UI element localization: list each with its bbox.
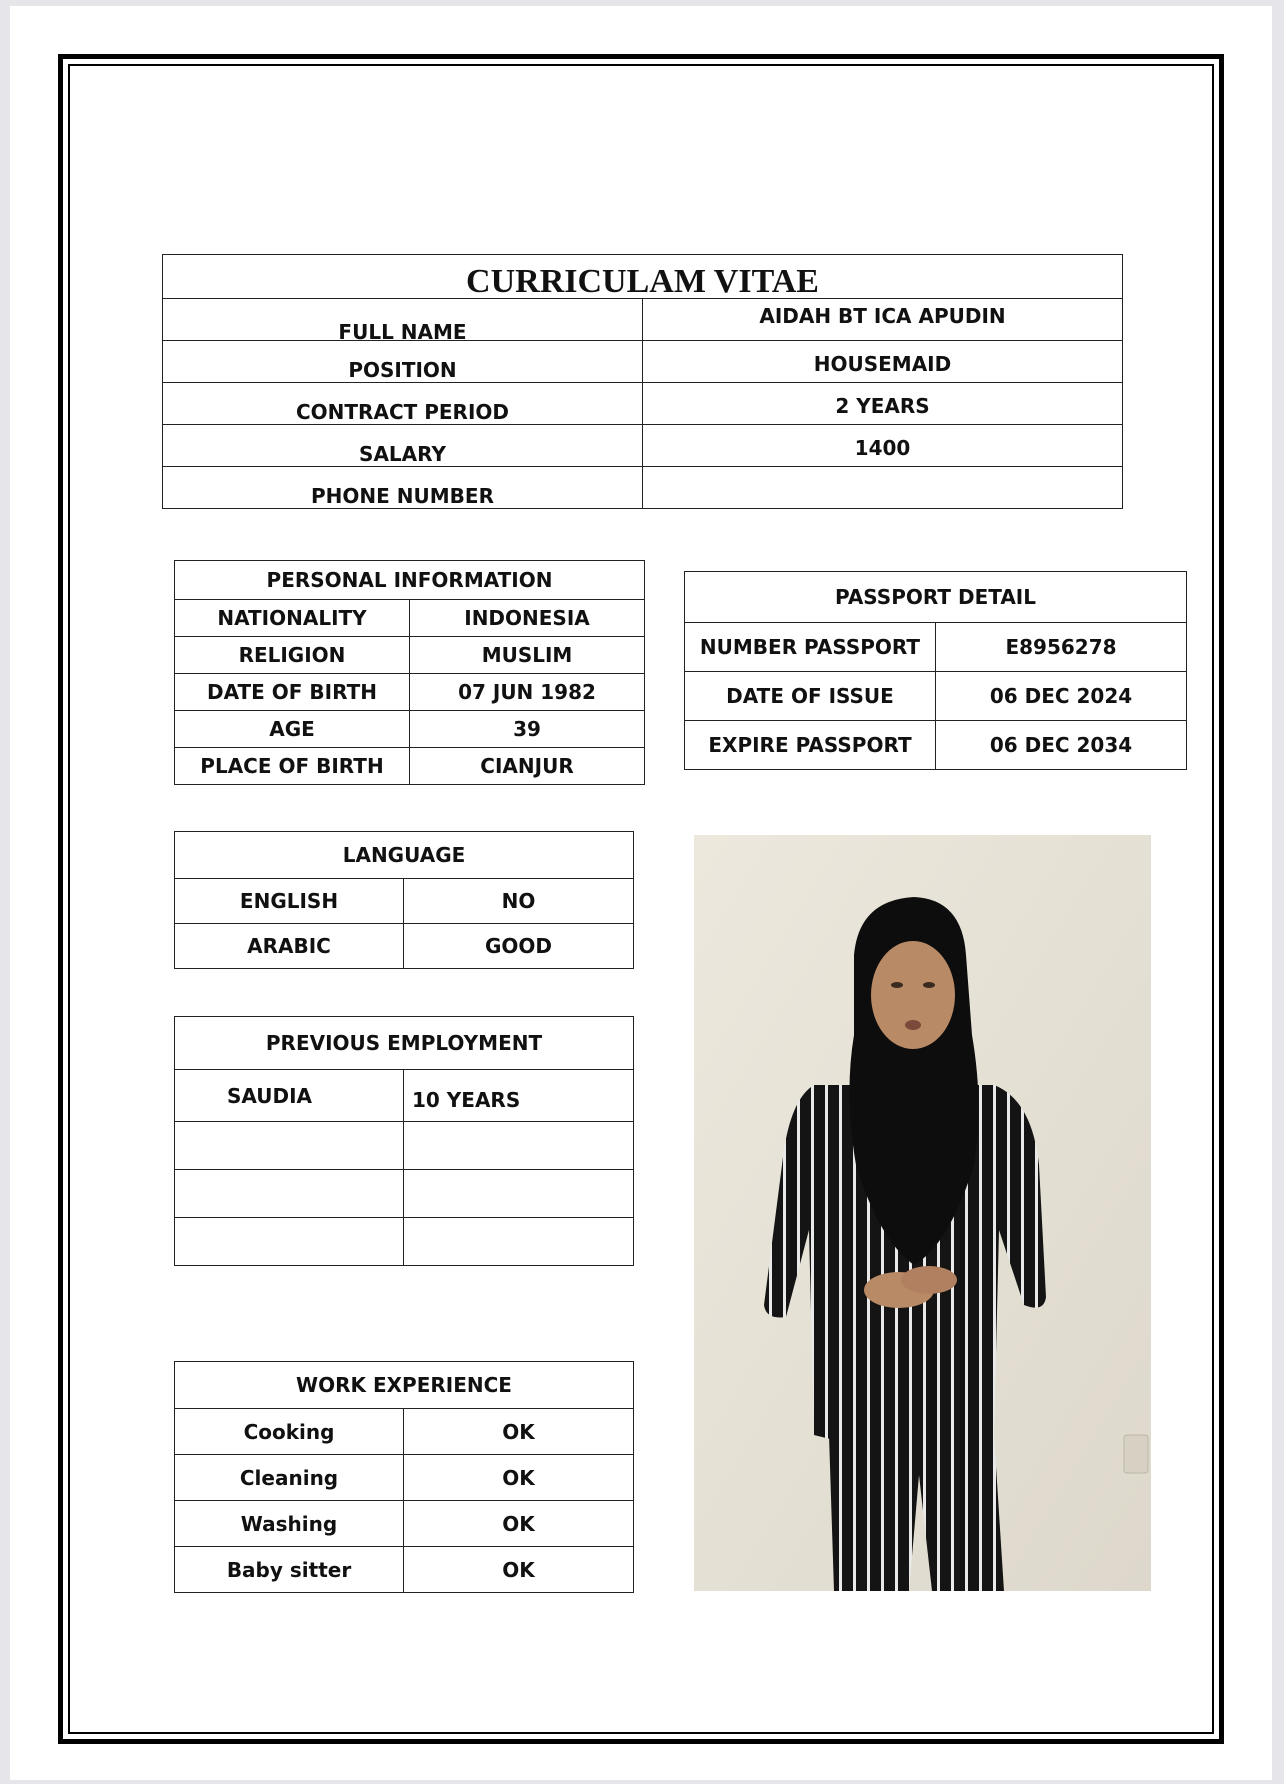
work-experience-table xyxy=(174,1361,634,1593)
place-of-birth-value: CIANJUR xyxy=(410,748,645,785)
place-of-birth-label: PLACE OF BIRTH xyxy=(175,748,410,785)
previous-employment-heading: PREVIOUS EMPLOYMENT xyxy=(175,1017,634,1070)
work-experience-heading: WORK EXPERIENCE xyxy=(175,1362,634,1409)
contract-period-value: 2 YEARS xyxy=(643,383,1123,425)
date-of-birth-label: DATE OF BIRTH xyxy=(175,674,410,711)
table-row xyxy=(685,672,1187,721)
employment-duration xyxy=(404,1122,634,1170)
personal-information-heading: PERSONAL INFORMATION xyxy=(175,561,645,600)
table-row xyxy=(175,1070,634,1122)
nationality-value: INDONESIA xyxy=(410,600,645,637)
table-row xyxy=(163,383,1123,425)
candidate-photo xyxy=(694,835,1151,1591)
passport-detail-heading: PASSPORT DETAIL xyxy=(685,572,1187,623)
cv-title: CURRICULAM VITAE xyxy=(163,255,1123,299)
table-row xyxy=(175,924,634,969)
position-value: HOUSEMAID xyxy=(643,341,1123,383)
table-row xyxy=(175,674,645,711)
table-row xyxy=(175,1455,634,1501)
table-row xyxy=(175,1170,634,1218)
cooking-value: OK xyxy=(404,1409,634,1455)
table-row xyxy=(685,623,1187,672)
english-label: ENGLISH xyxy=(175,879,404,924)
baby-sitter-label: Baby sitter xyxy=(175,1547,404,1593)
table-row xyxy=(175,711,645,748)
language-heading: LANGUAGE xyxy=(175,832,634,879)
table-row xyxy=(175,748,645,785)
washing-label: Washing xyxy=(175,1501,404,1547)
table-row xyxy=(685,721,1187,770)
cleaning-value: OK xyxy=(404,1455,634,1501)
cv-summary-table xyxy=(162,254,1123,509)
passport-number-value: E8956278 xyxy=(936,623,1187,672)
age-label: AGE xyxy=(175,711,410,748)
religion-label: RELIGION xyxy=(175,637,410,674)
arabic-label: ARABIC xyxy=(175,924,404,969)
age-value: 39 xyxy=(410,711,645,748)
passport-number-label: NUMBER PASSPORT xyxy=(685,623,936,672)
previous-employment-table xyxy=(174,1016,634,1266)
table-row xyxy=(175,600,645,637)
employment-duration: 10 YEARS xyxy=(404,1070,634,1122)
employment-duration xyxy=(404,1218,634,1266)
passport-detail-table xyxy=(684,571,1187,770)
cleaning-label: Cleaning xyxy=(175,1455,404,1501)
date-of-issue-value: 06 DEC 2024 xyxy=(936,672,1187,721)
employment-country: SAUDIA xyxy=(175,1070,404,1122)
cooking-label: Cooking xyxy=(175,1409,404,1455)
table-row xyxy=(163,467,1123,509)
contract-period-label: CONTRACT PERIOD xyxy=(163,383,643,425)
date-of-birth-value: 07 JUN 1982 xyxy=(410,674,645,711)
table-row xyxy=(175,879,634,924)
position-label: POSITION xyxy=(163,341,643,383)
table-row xyxy=(175,637,645,674)
nationality-label: NATIONALITY xyxy=(175,600,410,637)
washing-value: OK xyxy=(404,1501,634,1547)
full-name-label: FULL NAME xyxy=(163,299,643,341)
employment-country xyxy=(175,1218,404,1266)
table-row xyxy=(175,1122,634,1170)
table-row xyxy=(163,425,1123,467)
english-value: NO xyxy=(404,879,634,924)
salary-label: SALARY xyxy=(163,425,643,467)
table-row xyxy=(175,1501,634,1547)
employment-country xyxy=(175,1170,404,1218)
language-table xyxy=(174,831,634,969)
religion-value: MUSLIM xyxy=(410,637,645,674)
expire-passport-value: 06 DEC 2034 xyxy=(936,721,1187,770)
full-name-value: AIDAH BT ICA APUDIN xyxy=(643,299,1123,341)
table-row xyxy=(163,341,1123,383)
table-row xyxy=(175,1409,634,1455)
date-of-issue-label: DATE OF ISSUE xyxy=(685,672,936,721)
table-row xyxy=(175,1218,634,1266)
expire-passport-label: EXPIRE PASSPORT xyxy=(685,721,936,770)
employment-duration xyxy=(404,1170,634,1218)
baby-sitter-value: OK xyxy=(404,1547,634,1593)
phone-number-value xyxy=(643,467,1123,509)
employment-country xyxy=(175,1122,404,1170)
phone-number-label: PHONE NUMBER xyxy=(163,467,643,509)
personal-information-table xyxy=(174,560,645,785)
salary-value: 1400 xyxy=(643,425,1123,467)
table-row xyxy=(175,1547,634,1593)
table-row xyxy=(163,299,1123,341)
arabic-value: GOOD xyxy=(404,924,634,969)
